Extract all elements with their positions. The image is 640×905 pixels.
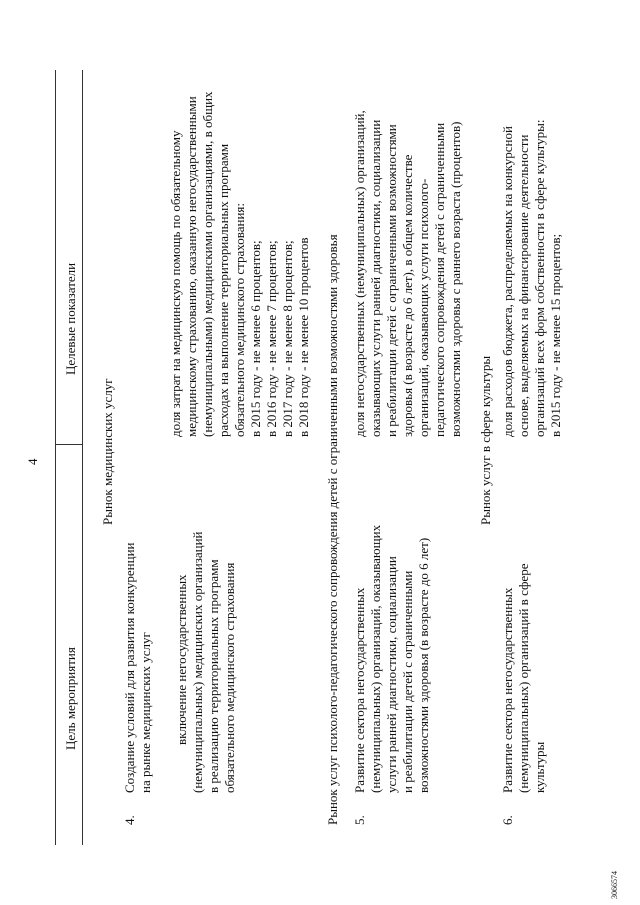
- row5-target-line: организаций, оказывающих услуги психолого-: [416, 178, 431, 437]
- table-top-border: [55, 70, 56, 845]
- table-header-border: [82, 70, 83, 845]
- row4-goal-line: Создание условий для развития конкуренции: [122, 542, 137, 793]
- row6-target-line: основе, выделяемых на финансирование деятельности: [516, 134, 531, 437]
- row6-target-line: доля расходов бюджета, распределяемых на конкурсной: [500, 126, 515, 437]
- row5-target-line: доля негосударственных (немуниципальных) организаций,: [352, 110, 367, 437]
- row4-target-line: в 2016 году - не менее 7 процентов;: [264, 240, 279, 437]
- row5-goal: [352, 525, 432, 793]
- row4-number: 4.: [122, 815, 137, 825]
- row6-goal-line: культуры: [532, 741, 547, 793]
- row4-target-line: доля затрат на медицинскую помощь по обязательному: [168, 130, 183, 437]
- row6-target-line: в 2015 году - не менее 15 процентов;: [548, 233, 563, 437]
- row5-goal-line: (немуниципальных) организаций, оказывающих: [368, 524, 383, 793]
- section-medical: Рынок медицинских услуг: [100, 378, 115, 525]
- row4-target: [168, 91, 312, 437]
- section-culture: Рынок услуг в сфере культуры: [478, 355, 493, 525]
- row5-target-line: педагогического сопровождения детей с ограниченными: [432, 122, 447, 437]
- row5-target-line: возможностями здоровья с раннего возраста (процентов): [448, 121, 463, 437]
- row4-subgoal-line: в реализацию территориальных программ: [206, 559, 221, 793]
- column-divider: [55, 444, 82, 445]
- document-code: 3066574: [610, 871, 619, 899]
- row4-target-line: в 2017 году - не менее 8 процентов;: [280, 240, 295, 437]
- row5-target-line: здоровья (в возрасте до 6 лет), в общем количестве: [400, 154, 415, 437]
- row5-goal-line: возможностями здоровья (в возрасте до 6 лет): [416, 537, 431, 793]
- row5-goal-line: услуги ранней диагностики, социализации: [384, 556, 399, 793]
- row4-subgoal-line: (немуниципальных) медицинских организаций: [190, 531, 205, 793]
- row5-target: [352, 110, 464, 437]
- row4-target-line: в 2018 году - не менее 10 процентов: [296, 237, 311, 437]
- row4-subgoal-line: обязательного медицинского страхования: [222, 562, 237, 793]
- row4-goal: [122, 543, 154, 794]
- row6-goal-line: (немуниципальных) организаций в сфере: [516, 563, 531, 793]
- row4-target-line: в 2015 году - не менее 6 процентов;: [248, 240, 263, 437]
- row6-target: [500, 119, 564, 437]
- page-number: 4: [25, 458, 40, 465]
- row4-target-line: (немуниципальными) медицинскими организациями, в общих: [200, 91, 215, 437]
- row4-subgoal-line: включение негосударственных: [174, 574, 189, 745]
- row5-target-line: оказывающих услуги ранней диагностики, социализации: [368, 119, 383, 437]
- row4-target-line: расходах на выполнение территориальных программ: [216, 143, 231, 437]
- header-goal: Цель мероприятия: [63, 647, 78, 750]
- row4-subgoal: [174, 532, 238, 794]
- row6-goal-line: Развитие сектора негосударственных: [500, 587, 515, 793]
- row5-goal-line: Развитие сектора негосударственных: [352, 587, 367, 793]
- row4-target-line: обязательного медицинского страхования:: [232, 203, 247, 437]
- row6-number: 6.: [500, 815, 515, 825]
- row4-goal-line: на рынке медицинских услуг: [138, 632, 153, 793]
- row5-target-line: и реабилитации детей с ограниченными возможностями: [384, 124, 399, 437]
- header-target: Целевые показатели: [63, 262, 78, 375]
- row6-goal: [500, 564, 548, 793]
- row5-number: 5.: [352, 815, 367, 825]
- section-psychological: Рынок услуг психолого-педагогического сопровождения детей с ограниченными возможностями здоровья: [325, 234, 340, 825]
- row4-target-line: медицинскому страхованию, оказанную негосударственными: [184, 96, 199, 437]
- row5-goal-line: и реабилитации детей с ограниченными: [400, 570, 415, 793]
- row6-target-line: организаций всех форм собственности в сфере культуры:: [532, 119, 547, 437]
